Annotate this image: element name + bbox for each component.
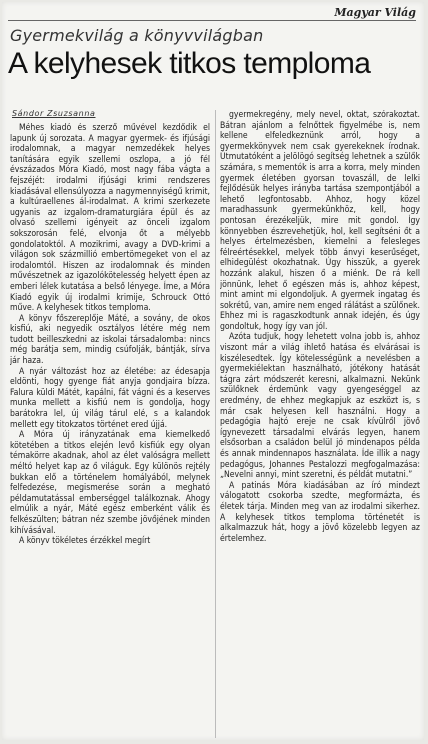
paragraph: A patinás Móra kiadásában az író mindezt válogatott csokorba szedte, megformázta, és életek tárja. Minden meg van az irodalmi sikerhez. A kelyhesek titkos temploma történetét is alkalmazzuk hát, hogy a jövő közelebb legyen az értelemhez. <box>220 480 420 544</box>
top-rule <box>8 20 416 21</box>
left-column <box>10 123 210 741</box>
paragraph: A könyv főszereplője Máté, a sovány, de okos kisfiú, aki negyedik osztályos létére még nem tudott beilleszkedni az iskolai társadalomba: nincs még barátja sem, mindig csúfolják, bántják, sírva jár haza. <box>10 313 210 367</box>
paragraph: Azóta tudjuk, hogy lehetett volna jobb is, ahhoz viszont már a világ ihlető hatása és elvárásai is kiszélesedtek. Így kötelességünk a nevelésben a gyermekiélektan használható, jótékony hatását tágra zárt módszerét keresni, alkalmazni. Nekünk szülőknek érdemünk vagy gyengeséggel az eredmény, de ehhez megkapjuk az eszközt is, s már csak helyesen kell használni. Hogy a pedagógia hajtó ereje ne csak kívülről jövő ígynevezett társadalmi elvárás legyen, hanem elsősorban a családon belül jó mindenapos példa és annak mindennapos használata. Íde illik a nagy pedagógus, Johannes Pestalozzi megfogalmazása: „Nevelni annyi, mint szeretni, és példát mutatni.” <box>220 332 420 481</box>
paragraph: A nyár változást hoz az életébe: az édesapja eldönti, hogy gyenge fiát anyja gondjaira bízza. Falura küldi Mátét, kapálni, fát vágni és a keserves munka mellett a kisfiú nem is gondolja, hogy barátokra lel, új világ tárul elé, s a kalandok mellett egy titokzatos történet ered újjá. <box>10 366 210 430</box>
right-column <box>220 110 420 740</box>
paragraph: gyermekregény, mely nevel, oktat, szórakoztat. Bátran ajánlom a felnőttek figyelmébe is, nem kellene elfeledkeznünk arról, hogy a gyermekkönyvek nem csak gyerekeknek írodnak. Útmutatóként a jelölögó segítség lehetnek a szülők számára, s mementók is arra a korra, mely minden gyermek életében gyorsan tovaszáll, de lelki fejlődésük helyes irányba tartása szempontjából a lehető legfontosabb. Ahhoz, hogy közel maradhassunk gyermekünkhöz, kell, hogy pontosan érezékeljük, mire mit gondol. Így könnyebben észrevehetjük, hol, kell segítséni őt a helyes értelmezésben, kiemelni a felesleges félreértésekkel, melyek több ánvyi keserűséget, elhidegülést okozhatnak. Úgy hisszük, a gyerek hozzánk alakul, hiszen ő a miénk. De rá kell jönnünk, lehet ő egészen más is, ahhoz képest, mint amint mi elgondoljuk. A gyermek ingatag és sokrétű, van, amire nem enged rálátást a szülőnek. Ehhez mi is ragaszkodtunk annak idején, és úgy gondoltuk, hogy így van jól. <box>220 110 420 332</box>
paragraph: Méhes kiadó és szerző művével kezdődik el lapunk új sorozata. A magyar gyermek- és ifjúsági irodalomnak, a magyar nemzedékek helyes tanítására egyik szellemi oszlopa, a jó fél évszázados Móra Kiadó, most nagy fába vágta a fejszéjét: irodalmi ifjúsági krimi rendszeres kiadásával ellensúlyozza a nagymennyiségű krimit, a kultúraellenes ál-irodalmat. A krimi szerkezete ugyanis az izgalom-dramaturgiára épül és az olvasó szellemi igényeit az önceli izgalom sokszorosán felé, elvonja őt a mélyebb gondolatoktól. A mozikrimi, avagy a DVD-krimi a világon sok százmillió embertömegeket von el az irodalomtól. Hiszen az irodalomnak és minden művészetnek az igazolókötelesség helyett épen az emberi lélek kutatása a belső lényege. Íme, a Móra Kiadó egyik új irodalmi krimije, Schrouck Ottó műve. A kelyhesek titkos temploma. <box>10 123 210 314</box>
masthead: Magyar Világ <box>334 6 416 19</box>
paragraph: A könyv tökéletes érzékkel megírt <box>19 536 151 547</box>
newspaper-clipping <box>2 2 424 740</box>
column-divider <box>215 110 216 738</box>
kicker: Gyermekvilág a könyvvilágban <box>10 26 264 45</box>
paragraph: A Móra új irányzatának ema kiemelkedő kötetében a titkos elején levő kisfiúk egy olyan témakörre akadnak, ahol az élet valóságra mellett méltó helyet kap az ő világuk. Egy különös rejtély bukkan elő a történelem homályából, melynek felfedezése, megismerése során a megható példamutatással emberséggel találkoznak. Ahogy elmúlik a nyár, Máté egész emberként válik és felkészülten; bátran néz szembe jövőjének minden kihívásával. <box>10 430 210 536</box>
byline: Sándor Zsuzsanna <box>12 109 96 118</box>
headline: A kelyhesek titkos temploma <box>8 47 371 80</box>
